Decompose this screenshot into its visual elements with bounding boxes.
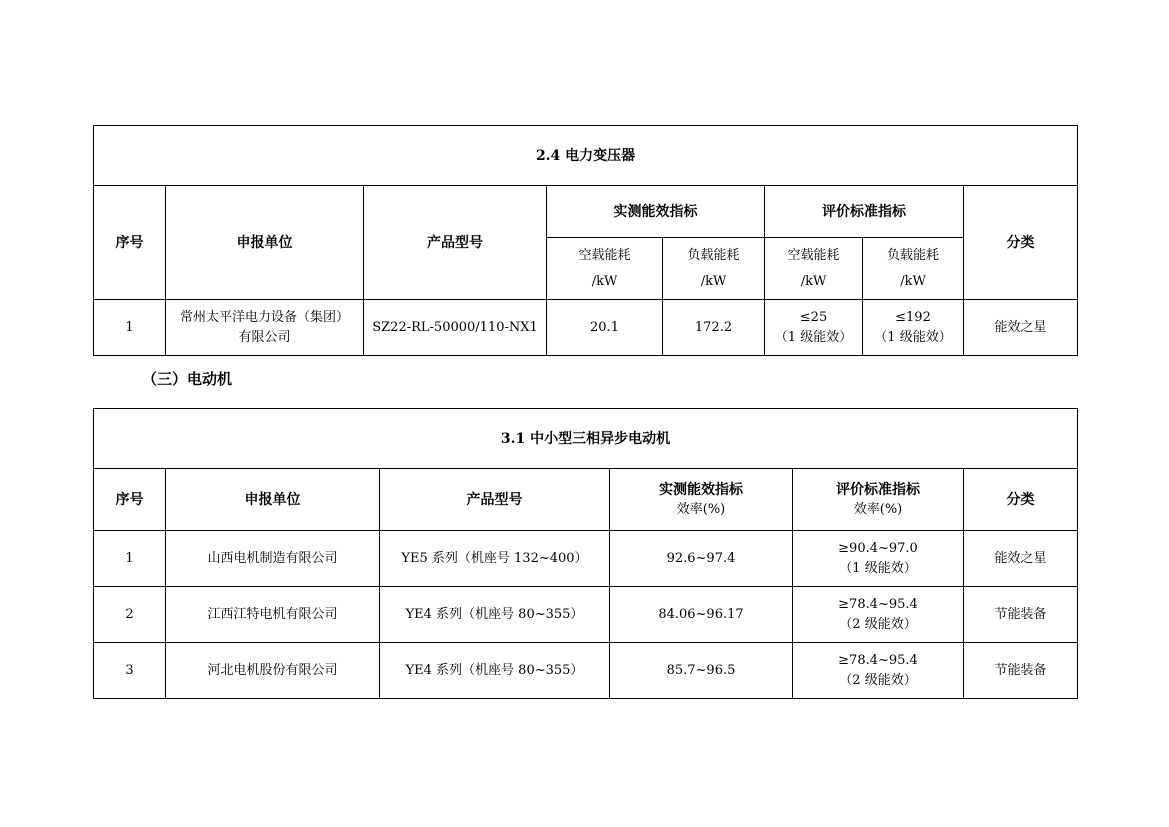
- cell-seq: 2: [94, 587, 166, 643]
- cell-measured-noload: 20.1: [547, 300, 663, 356]
- header-measured: 实测能效指标 效率(%): [610, 469, 793, 531]
- cell-category: 节能装备: [964, 643, 1078, 699]
- header-standard: 评价标准指标: [765, 186, 964, 238]
- table-row: [94, 587, 1078, 643]
- cell-model: YE5 系列（机座号 132~400）: [380, 531, 610, 587]
- cell-unit: 山西电机制造有限公司: [166, 531, 380, 587]
- header-category: 分类: [964, 186, 1078, 300]
- header-model: 产品型号: [364, 186, 547, 300]
- cell-measured: 84.06~96.17: [610, 587, 793, 643]
- subheader-standard-load: 负载能耗 /kW: [863, 238, 964, 300]
- cell-unit: 江西江特电机有限公司: [166, 587, 380, 643]
- header-model: 产品型号: [380, 469, 610, 531]
- table-row: [94, 643, 1078, 699]
- table-caption: 2.4 电力变压器: [94, 126, 1078, 186]
- cell-measured-load: 172.2: [663, 300, 765, 356]
- cell-unit: 河北电机股份有限公司: [166, 643, 380, 699]
- header-seq: 序号: [94, 186, 166, 300]
- header-category: 分类: [964, 469, 1078, 531]
- cell-unit: 常州太平洋电力设备（集团） 有限公司: [166, 300, 364, 356]
- header-standard: 评价标准指标 效率(%): [793, 469, 964, 531]
- cell-category: 能效之星: [964, 300, 1078, 356]
- cell-measured: 92.6~97.4: [610, 531, 793, 587]
- cell-seq: 1: [94, 300, 166, 356]
- motor-table: [93, 408, 1078, 699]
- header-unit: 申报单位: [166, 469, 380, 531]
- table-row: [94, 300, 1078, 356]
- transformer-table: [93, 125, 1078, 356]
- cell-standard: ≥90.4~97.0 （1 级能效）: [793, 531, 964, 587]
- cell-standard: ≥78.4~95.4 （2 级能效）: [793, 643, 964, 699]
- subheader-standard-noload: 空载能耗 /kW: [765, 238, 863, 300]
- cell-standard-noload: ≤25 （1 级能效）: [765, 300, 863, 356]
- cell-standard-load: ≤192 （1 级能效）: [863, 300, 964, 356]
- cell-seq: 3: [94, 643, 166, 699]
- cell-seq: 1: [94, 531, 166, 587]
- section-heading: （三）电动机: [142, 370, 233, 388]
- cell-category: 节能装备: [964, 587, 1078, 643]
- cell-model: SZ22-RL-50000/110-NX1: [364, 300, 547, 356]
- table-row: [94, 531, 1078, 587]
- table-caption: 3.1 中小型三相异步电动机: [94, 409, 1078, 469]
- cell-measured: 85.7~96.5: [610, 643, 793, 699]
- cell-standard: ≥78.4~95.4 （2 级能效）: [793, 587, 964, 643]
- subheader-measured-noload: 空载能耗 /kW: [547, 238, 663, 300]
- cell-category: 能效之星: [964, 531, 1078, 587]
- header-unit: 申报单位: [166, 186, 364, 300]
- cell-model: YE4 系列（机座号 80~355）: [380, 587, 610, 643]
- cell-model: YE4 系列（机座号 80~355）: [380, 643, 610, 699]
- subheader-measured-load: 负载能耗 /kW: [663, 238, 765, 300]
- header-seq: 序号: [94, 469, 166, 531]
- header-measured: 实测能效指标: [547, 186, 765, 238]
